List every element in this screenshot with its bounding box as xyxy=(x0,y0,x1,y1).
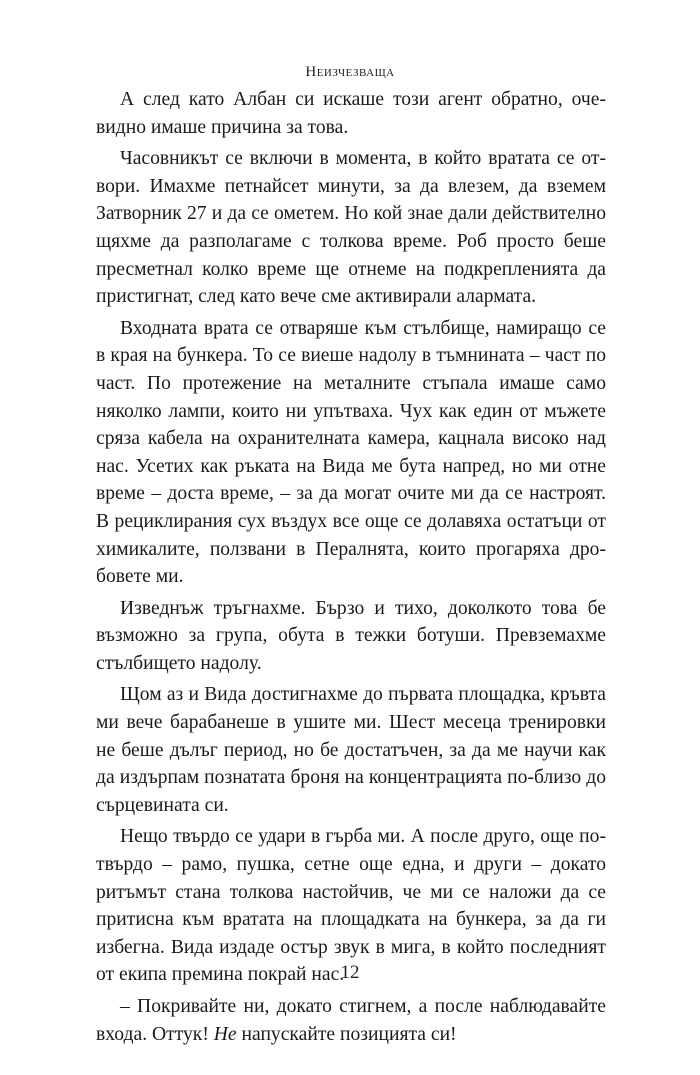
paragraph: А след като Албан си искаше този агент обратно, очевидно имаше причина за това. xyxy=(96,89,606,138)
page-number: 12 xyxy=(340,962,360,983)
emphasis-text: Не xyxy=(213,1023,237,1045)
dialogue-text-end: напускайте позицията си! xyxy=(236,1023,457,1045)
paragraph-dialogue xyxy=(96,993,606,1048)
paragraph: Часовникът се включи в момента, в който вратата се отвори. Имахме петнайсет минути, за да влезем, да вземем Затворник 27 и да се ометем. Но кой знае дали действително щяхме да разполагаме с толкова време. Роб просто беше пресметнал колко време ще отнеме на подкрепленията да пристигнат, след като вече сме активирали алармата. xyxy=(96,148,606,308)
paragraph: Изведнъж тръгнахме. Бързо и тихо, доколкото това бе възможно за група, обута в тежки ботуши. Превземахме стълбището надолу. xyxy=(96,597,606,674)
paragraph: Щом аз и Вида достигнахме до първата площадка, кръвта ми вече барабанеше в ушите ми. Шест месеца тренировки не беше дълъг период, но бе достатъчен, за да ме научи как да издърпам познатата броня на концентрацията по-близо до сърцевината си. xyxy=(96,684,606,816)
paragraph: Входната врата се отваряше към стълбище, намиращо се в края на бункера. То се виеше надолу в тъмнината – част по част. По протежение на металните стъпала имаше само няколко лампи, които ни упътваха. Чух как един от мъжете сряза кабела на охранителната камера, кацнала високо над нас. Усетих как ръката на Вида ме бута напред, но ми отне време – доста време, – за да могат очите ми да се настроят. В рециклирания сух въздух все още се долавяха остатъци от химикалите, ползвани в Пералнята, които прогаряха дробовете ми. xyxy=(96,317,606,588)
paragraph: Нещо твърдо се удари в гърба ми. А после друго, още по-твърдо – рамо, пушка, сетне още една, и други – докато ритъмът стана толкова настойчив, че ми се наложи да се притисна към вратата на площадката на бункера, за да ги избегна. Вида издаде остър звук в мига, в който последният от екипа премина покрай нас. xyxy=(96,826,606,986)
running-head: Неизчезваща xyxy=(305,64,395,80)
dialogue-text: – Покривайте ни, докато стигнем, а после наблюдавайте входа. Оттук! xyxy=(96,996,606,1045)
body-text xyxy=(96,86,606,1048)
